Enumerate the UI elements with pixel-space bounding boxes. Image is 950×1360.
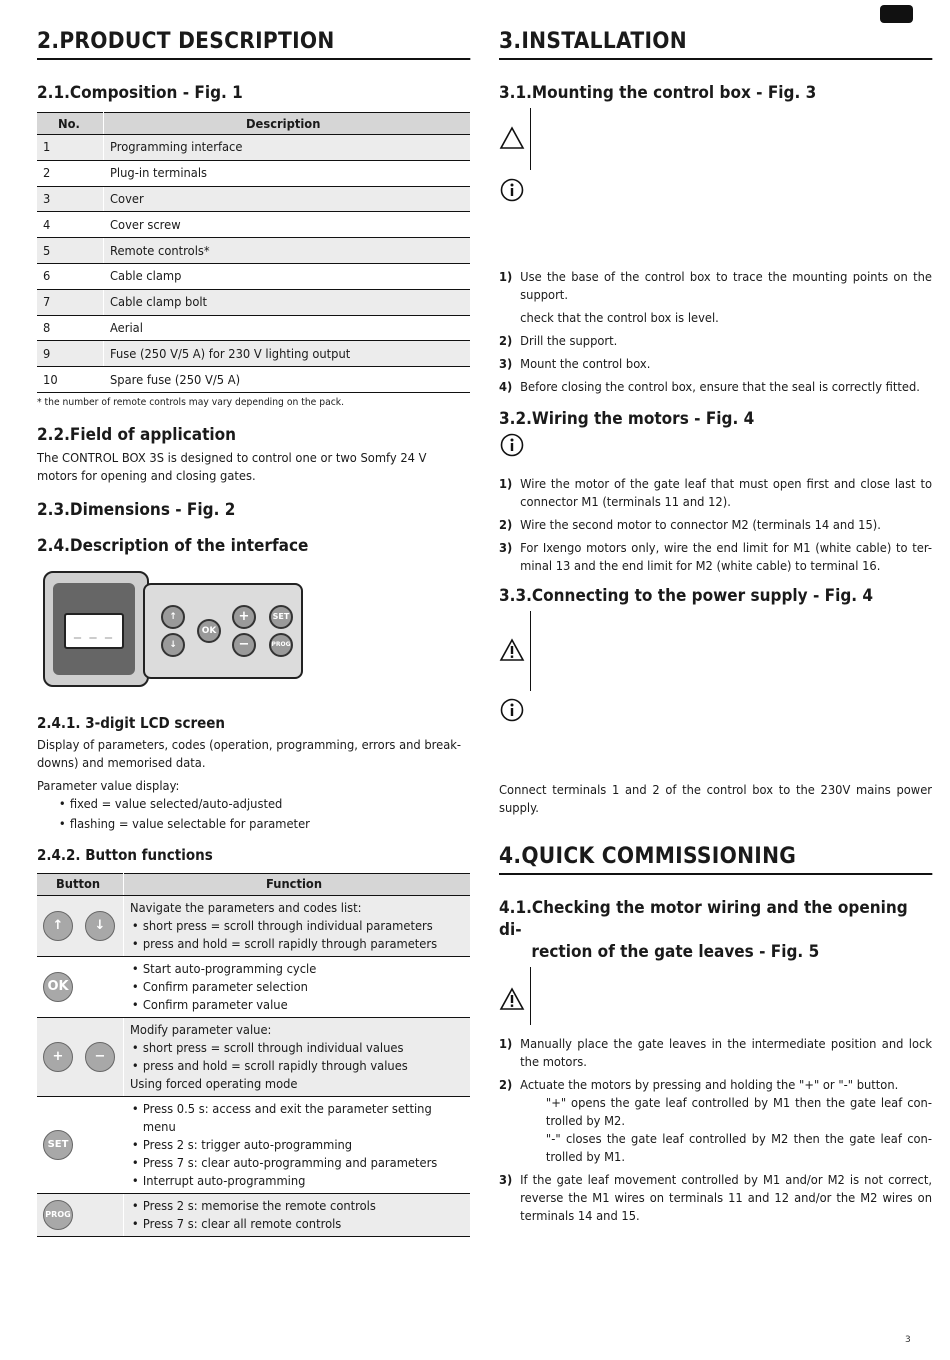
step-number: 1) [499, 269, 513, 284]
function-text [130, 1021, 465, 1093]
list-item: • short press = scroll through individual parameters [130, 917, 465, 935]
function-text [130, 1197, 465, 1233]
function-list [130, 1197, 465, 1233]
step-text: Drill the support. [520, 333, 618, 348]
field-text: The CONTROL BOX 3S is designed to control one or two Somfy 24 V motors for opening and closing gates. [37, 449, 427, 483]
comp-number-cell: 5 [37, 238, 103, 264]
comp-description-cell: Cable clamp [103, 263, 470, 289]
step-text: Mount the control box. [520, 356, 651, 371]
left-column [37, 28, 470, 1237]
comp-description-cell: Spare fuse (250 V/5 A) [103, 367, 470, 393]
step-number: 2) [499, 1077, 513, 1092]
section-title-quick-commissioning: 4.QUICK COMMISSIONING [499, 843, 932, 875]
list-item: • fixed = value selected/auto-adjusted [57, 795, 455, 813]
comp-description-cell: Cable clamp bolt [103, 289, 470, 315]
table-row [37, 186, 470, 212]
list-item [499, 268, 932, 327]
step-text: For Ixengo motors only, wire the end limit for M1 (white cable) to ter-minal 13 and the end limit for M2 (white cable) to terminal 16. [520, 540, 933, 573]
list-item: • Press 0.5 s: access and exit the parameter setting menu [130, 1100, 465, 1136]
warning-triangle-icon [499, 638, 525, 662]
comp-number-cell: 10 [37, 367, 103, 393]
list-item [499, 475, 932, 511]
mounting-notices [499, 108, 932, 268]
ok-button-icon: OK [43, 972, 73, 1002]
composition-table [37, 112, 470, 393]
heading-mounting: 3.1.Mounting the control box - Fig. 3 [499, 83, 817, 103]
heading-composition: 2.1.Composition - Fig. 1 [37, 83, 243, 103]
comp-description-cell: Cover [103, 186, 470, 212]
function-cell [123, 1193, 470, 1236]
list-item [499, 1035, 932, 1071]
step-text: Actuate the motors by pressing and holding the "+" or "-" button. [520, 1077, 899, 1092]
step-text: Wire the second motor to connector M2 (terminals 14 and 15). [520, 517, 881, 532]
heading-line: rection of the gate leaves - Fig. 5 [531, 942, 820, 962]
function-intro: Modify parameter value: [129, 1021, 271, 1037]
comp-number-cell: 6 [37, 263, 103, 289]
function-text [130, 1100, 465, 1190]
table-row [37, 895, 470, 956]
comp-number-cell: 9 [37, 341, 103, 367]
comp-number-cell: 8 [37, 315, 103, 341]
function-list [130, 1039, 465, 1075]
step-text: Wire the motor of the gate leaf that must open first and close last to connector M1 (terminals 11 and 12). [520, 476, 933, 509]
table-row [37, 367, 470, 393]
function-intro: Navigate the parameters and codes list: [129, 899, 362, 915]
step-text: Use the base of the control box to trace the mounting points on the support. [520, 269, 933, 302]
table-row [37, 341, 470, 367]
comp-description-cell: Cover screw [103, 212, 470, 238]
up-button[interactable]: ↑ [161, 605, 185, 629]
list-item [499, 1171, 932, 1225]
list-item [499, 378, 932, 396]
comp-description-cell: Plug-in terminals [103, 160, 470, 186]
comp-description-cell: Aerial [103, 315, 470, 341]
function-cell [123, 1017, 470, 1096]
comp-number-cell: 1 [37, 135, 103, 161]
table-row [37, 1017, 470, 1096]
page-corner-tab [880, 5, 913, 23]
heading-wiring: 3.2.Wiring the motors - Fig. 4 [499, 409, 755, 429]
button-icon-cell [37, 1193, 123, 1236]
warning-triangle-icon [499, 987, 525, 1011]
comp-header-no: No. [37, 113, 103, 135]
power-text: Connect terminals 1 and 2 of the control box to the 230V mains power supply. [499, 782, 933, 815]
wiring-steps [499, 475, 932, 575]
interface-button-panel [143, 583, 303, 679]
list-item [499, 355, 932, 373]
function-cell [123, 1096, 470, 1193]
list-item [499, 1076, 932, 1166]
comp-number-cell: 3 [37, 186, 103, 212]
function-text [130, 899, 465, 953]
function-text [130, 960, 465, 1014]
step-text: If the gate leaf movement controlled by M1 and/or M2 is not correct, reverse the M1 wires on terminals 11 and 12 and/or the M2 wires on terminals 14 and 15. [520, 1172, 933, 1223]
list-item [499, 516, 932, 534]
table-row [37, 315, 470, 341]
heading-line: 4.1.Checking the motor wiring and the opening di- [499, 898, 908, 940]
list-item: • short press = scroll through individual values [130, 1039, 465, 1057]
comp-description-cell: Remote controls* [103, 238, 470, 264]
list-item: • press and hold = scroll rapidly through parameters [130, 935, 465, 953]
comp-header-description: Description [103, 113, 470, 135]
step-subtext: check that the control box is level. [520, 310, 719, 325]
page-number: 3 [905, 1335, 911, 1345]
caution-triangle-icon [499, 126, 525, 150]
notice-bar [530, 967, 531, 1025]
table-row [37, 1096, 470, 1193]
step-number: 4) [499, 379, 513, 394]
list-item: • Start auto-programming cycle [130, 960, 465, 978]
button-functions-table [37, 873, 470, 1237]
list-item: • Press 7 s: clear all remote controls [130, 1215, 465, 1233]
button-icon-cell [37, 1096, 123, 1193]
function-cell [123, 895, 470, 956]
lcd-screen: _ _ _ [64, 613, 124, 649]
plus-button[interactable]: + [232, 605, 256, 629]
list-item: • Press 7 s: clear auto-programming and parameters [130, 1154, 465, 1172]
section-title-installation: 3.INSTALLATION [499, 28, 932, 60]
minus-button[interactable]: − [232, 633, 256, 657]
step-text: Before closing the control box, ensure that the seal is correctly fitted. [520, 379, 920, 394]
list-item: • Confirm parameter value [130, 996, 465, 1014]
comp-description-cell: Programming interface [103, 135, 470, 161]
minus-button-icon: − [85, 1042, 115, 1072]
step-number: 3) [499, 540, 513, 555]
power-notices [499, 611, 932, 781]
table-row [37, 135, 470, 161]
down-button[interactable]: ↓ [161, 633, 185, 657]
button-icon-cell [37, 895, 123, 956]
list-item: • press and hold = scroll rapidly through values [130, 1057, 465, 1075]
comp-number-cell: 4 [37, 212, 103, 238]
list-item: • Press 2 s: trigger auto-programming [130, 1136, 465, 1154]
comp-description-cell: Fuse (250 V/5 A) for 230 V lighting output [103, 341, 470, 367]
composition-footnote: * the number of remote controls may vary depending on the pack. [37, 396, 345, 408]
comp-number-cell: 7 [37, 289, 103, 315]
plus-button-icon: + [43, 1042, 73, 1072]
set-button-icon: SET [43, 1130, 73, 1160]
lcd-description: Display of parameters, codes (operation, programming, errors and break-downs) and memorised data. [37, 736, 462, 770]
table-row [37, 956, 470, 1017]
table-row [37, 1193, 470, 1236]
step-number: 1) [499, 476, 513, 491]
check-steps [499, 1035, 932, 1225]
function-cell [123, 956, 470, 1017]
up-button-icon: ↑ [43, 911, 73, 941]
button-icon-cell [37, 1017, 123, 1096]
table-row [37, 289, 470, 315]
heading-checking-wiring [499, 897, 932, 963]
function-list [130, 960, 465, 1014]
table-row [37, 263, 470, 289]
prog-button-icon: PROG [43, 1200, 73, 1230]
notice-bar [530, 108, 531, 170]
heading-field-of-application: 2.2.Field of application [37, 424, 237, 445]
right-column [499, 28, 932, 1230]
info-icon [500, 433, 524, 457]
notice-bar [530, 611, 531, 691]
set-button[interactable]: SET [269, 605, 293, 629]
param-display-list [57, 795, 455, 833]
table-row [37, 212, 470, 238]
step-number: 3) [499, 1172, 513, 1187]
table-row [37, 238, 470, 264]
interface-illustration [37, 571, 299, 691]
section-title-product-description: 2.PRODUCT DESCRIPTION [37, 28, 470, 60]
step-number: 3) [499, 356, 513, 371]
check-notice [499, 967, 932, 1035]
heading-button-functions: 2.4.2. Button functions [37, 845, 213, 864]
step-number: 2) [499, 333, 513, 348]
param-display-label: Parameter value display: [37, 777, 180, 793]
function-list [130, 1100, 465, 1190]
heading-dimensions: 2.3.Dimensions - Fig. 2 [37, 499, 236, 520]
list-item [499, 539, 932, 575]
list-item: • Confirm parameter selection [130, 978, 465, 996]
btn-header-button: Button [37, 873, 123, 895]
heading-power-supply: 3.3.Connecting to the power supply - Fig. 4 [499, 586, 874, 606]
info-icon [500, 178, 524, 202]
down-button-icon: ↓ [85, 911, 115, 941]
heading-lcd-screen: 2.4.1. 3-digit LCD screen [37, 713, 226, 732]
list-item: • Interrupt auto-programming [130, 1172, 465, 1190]
comp-number-cell: 2 [37, 160, 103, 186]
step-number: 2) [499, 517, 513, 532]
step-text: Manually place the gate leaves in the intermediate position and lock the motors. [520, 1036, 933, 1069]
step-number: 1) [499, 1036, 513, 1051]
function-outro: Using forced operating mode [129, 1075, 298, 1091]
function-list [130, 917, 465, 953]
table-row [37, 160, 470, 186]
btn-header-function: Function [123, 873, 470, 895]
heading-interface: 2.4.Description of the interface [37, 535, 309, 556]
mounting-steps [499, 268, 932, 396]
prog-button[interactable]: PROG [269, 633, 293, 657]
ok-button[interactable]: OK [197, 619, 221, 643]
info-icon [500, 698, 524, 722]
button-icon-cell [37, 956, 123, 1017]
list-item: • flashing = value selectable for parameter [57, 815, 455, 833]
list-item [499, 332, 932, 350]
step-subtext: "-" closes the gate leaf controlled by M2 then the gate leaf con-trolled by M1. [545, 1131, 933, 1164]
list-item: • Press 2 s: memorise the remote controls [130, 1197, 465, 1215]
step-subtext: "+" opens the gate leaf controlled by M1 then the gate leaf con-trolled by M2. [545, 1095, 933, 1128]
